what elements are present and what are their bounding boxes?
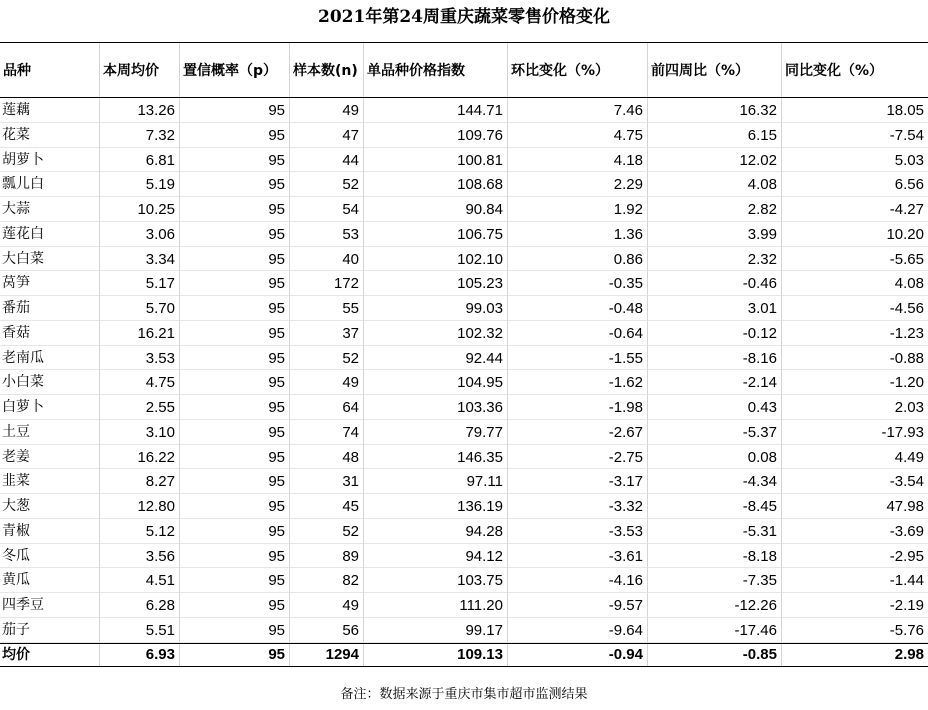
cell-sample-count: 54 — [290, 197, 364, 222]
table-row — [0, 494, 928, 519]
cell-variety: 白萝卜 — [0, 395, 100, 420]
cell-avg-price: 12.80 — [100, 494, 180, 519]
cell-sample-count: 45 — [290, 494, 364, 519]
cell-variety: 黄瓜 — [0, 568, 100, 593]
cell-variety: 青椒 — [0, 519, 100, 544]
cell-confidence: 95 — [180, 445, 290, 470]
cell-wow-change: -3.53 — [508, 519, 648, 544]
cell-wow-change: -0.35 — [508, 271, 648, 296]
average-price: 6.93 — [100, 644, 180, 666]
cell-wow-change: -2.67 — [508, 420, 648, 445]
cell-yoy-change: -1.44 — [782, 568, 928, 593]
cell-yoy-change: -4.56 — [782, 296, 928, 321]
page-title: 2021年第24周重庆蔬菜零售价格变化 — [318, 7, 610, 27]
table-row — [0, 618, 928, 643]
cell-wow-change: -1.55 — [508, 346, 648, 371]
table-row — [0, 593, 928, 618]
cell-yoy-change: -2.19 — [782, 593, 928, 618]
cell-avg-price: 3.34 — [100, 247, 180, 272]
cell-wow-change: 7.46 — [508, 98, 648, 123]
cell-yoy-change: -1.20 — [782, 370, 928, 395]
cell-confidence: 95 — [180, 296, 290, 321]
cell-avg-price: 3.56 — [100, 544, 180, 569]
cell-confidence: 95 — [180, 370, 290, 395]
cell-confidence: 95 — [180, 593, 290, 618]
cell-wow-change: -3.61 — [508, 544, 648, 569]
cell-variety: 小白菜 — [0, 370, 100, 395]
cell-variety: 老南瓜 — [0, 346, 100, 371]
average-confidence: 95 — [180, 644, 290, 666]
cell-sample-count: 74 — [290, 420, 364, 445]
cell-confidence: 95 — [180, 222, 290, 247]
cell-yoy-change: -5.65 — [782, 247, 928, 272]
table-row — [0, 445, 928, 470]
cell-avg-price: 6.28 — [100, 593, 180, 618]
table-row — [0, 271, 928, 296]
table-row — [0, 420, 928, 445]
cell-yoy-change: -5.76 — [782, 618, 928, 643]
cell-avg-price: 4.51 — [100, 568, 180, 593]
table-row — [0, 197, 928, 222]
cell-confidence: 95 — [180, 247, 290, 272]
cell-sample-count: 64 — [290, 395, 364, 420]
price-table — [0, 42, 928, 667]
average-sample-count: 1294 — [290, 644, 364, 666]
cell-sample-count: 49 — [290, 593, 364, 618]
cell-avg-price: 5.51 — [100, 618, 180, 643]
cell-four-week-change: -0.46 — [648, 271, 782, 296]
cell-confidence: 95 — [180, 544, 290, 569]
cell-wow-change: -1.62 — [508, 370, 648, 395]
cell-wow-change: -3.17 — [508, 469, 648, 494]
cell-price-index: 102.10 — [364, 247, 508, 272]
table-row — [0, 98, 928, 123]
cell-sample-count: 40 — [290, 247, 364, 272]
cell-sample-count: 31 — [290, 469, 364, 494]
cell-sample-count: 52 — [290, 346, 364, 371]
cell-confidence: 95 — [180, 197, 290, 222]
cell-confidence: 95 — [180, 321, 290, 346]
cell-price-index: 102.32 — [364, 321, 508, 346]
header-yoy-change: 同比变化（%） — [785, 63, 884, 79]
table-row — [0, 222, 928, 247]
cell-avg-price: 16.22 — [100, 445, 180, 470]
average-yoy-change: 2.98 — [894, 645, 924, 663]
cell-four-week-change: 12.02 — [648, 148, 782, 173]
cell-variety: 四季豆 — [0, 593, 100, 618]
cell-variety: 老姜 — [0, 445, 100, 470]
table-row — [0, 519, 928, 544]
cell-wow-change: 2.29 — [508, 172, 648, 197]
cell-price-index: 105.23 — [364, 271, 508, 296]
cell-sample-count: 52 — [290, 172, 364, 197]
cell-price-index: 106.75 — [364, 222, 508, 247]
cell-yoy-change: -17.93 — [782, 420, 928, 445]
cell-wow-change: 0.86 — [508, 247, 648, 272]
header-variety: 品种 — [0, 43, 100, 97]
cell-four-week-change: -8.18 — [648, 544, 782, 569]
header-confidence: 置信概率（p） — [180, 43, 290, 97]
cell-yoy-change: 10.20 — [782, 222, 928, 247]
cell-four-week-change: -4.34 — [648, 469, 782, 494]
cell-variety: 瓢儿白 — [0, 172, 100, 197]
table-body — [0, 98, 928, 643]
cell-avg-price: 16.21 — [100, 321, 180, 346]
cell-yoy-change: 2.03 — [782, 395, 928, 420]
cell-four-week-change: 2.32 — [648, 247, 782, 272]
cell-sample-count: 49 — [290, 98, 364, 123]
header-avg-price: 本周均价 — [100, 43, 180, 97]
cell-four-week-change: 0.08 — [648, 445, 782, 470]
cell-confidence: 95 — [180, 519, 290, 544]
cell-sample-count: 44 — [290, 148, 364, 173]
cell-variety: 莲花白 — [0, 222, 100, 247]
cell-four-week-change: -12.26 — [648, 593, 782, 618]
cell-price-index: 92.44 — [364, 346, 508, 371]
table-row — [0, 568, 928, 593]
cell-wow-change: 1.92 — [508, 197, 648, 222]
cell-yoy-change: 47.98 — [782, 494, 928, 519]
cell-four-week-change: 6.15 — [648, 123, 782, 148]
average-four-week-change: -0.85 — [648, 644, 782, 666]
cell-price-index: 103.36 — [364, 395, 508, 420]
table-row — [0, 247, 928, 272]
table-row — [0, 172, 928, 197]
cell-four-week-change: -5.31 — [648, 519, 782, 544]
cell-variety: 冬瓜 — [0, 544, 100, 569]
cell-avg-price: 10.25 — [100, 197, 180, 222]
cell-wow-change: -9.57 — [508, 593, 648, 618]
cell-sample-count: 56 — [290, 618, 364, 643]
cell-avg-price: 2.55 — [100, 395, 180, 420]
cell-price-index: 90.84 — [364, 197, 508, 222]
cell-price-index: 111.20 — [364, 593, 508, 618]
cell-variety: 胡萝卜 — [0, 148, 100, 173]
cell-yoy-change: -0.88 — [782, 346, 928, 371]
cell-four-week-change: -8.16 — [648, 346, 782, 371]
cell-yoy-change: -4.27 — [782, 197, 928, 222]
cell-avg-price: 4.75 — [100, 370, 180, 395]
table-row — [0, 346, 928, 371]
cell-variety: 莴笋 — [0, 271, 100, 296]
cell-avg-price: 7.32 — [100, 123, 180, 148]
average-price-index: 109.13 — [364, 644, 508, 666]
cell-four-week-change: 16.32 — [648, 98, 782, 123]
cell-variety: 花菜 — [0, 123, 100, 148]
cell-price-index: 94.28 — [364, 519, 508, 544]
header-sample-count: 样本数(n) — [290, 43, 364, 97]
table-row — [0, 296, 928, 321]
cell-four-week-change: 0.43 — [648, 395, 782, 420]
cell-sample-count: 52 — [290, 519, 364, 544]
cell-yoy-change: 18.05 — [782, 98, 928, 123]
cell-yoy-change: 4.08 — [782, 271, 928, 296]
cell-wow-change: -3.32 — [508, 494, 648, 519]
cell-sample-count: 47 — [290, 123, 364, 148]
cell-sample-count: 53 — [290, 222, 364, 247]
cell-yoy-change: -7.54 — [782, 123, 928, 148]
cell-wow-change: -1.98 — [508, 395, 648, 420]
table-row — [0, 370, 928, 395]
cell-price-index: 104.95 — [364, 370, 508, 395]
table-row — [0, 321, 928, 346]
header-wow-change: 环比变化（%） — [508, 43, 648, 97]
cell-price-index: 94.12 — [364, 544, 508, 569]
cell-sample-count: 49 — [290, 370, 364, 395]
cell-price-index: 99.03 — [364, 296, 508, 321]
cell-price-index: 97.11 — [364, 469, 508, 494]
table-row — [0, 469, 928, 494]
cell-confidence: 95 — [180, 172, 290, 197]
cell-confidence: 95 — [180, 395, 290, 420]
cell-sample-count: 48 — [290, 445, 364, 470]
cell-wow-change: 4.75 — [508, 123, 648, 148]
cell-avg-price: 5.70 — [100, 296, 180, 321]
cell-avg-price: 5.19 — [100, 172, 180, 197]
cell-four-week-change: 2.82 — [648, 197, 782, 222]
cell-confidence: 95 — [180, 98, 290, 123]
cell-yoy-change: 4.49 — [782, 445, 928, 470]
cell-four-week-change: -5.37 — [648, 420, 782, 445]
cell-avg-price: 5.17 — [100, 271, 180, 296]
header-price-index: 单品种价格指数 — [364, 43, 508, 97]
average-label: 均价 — [0, 644, 100, 666]
cell-wow-change: -9.64 — [508, 618, 648, 643]
average-wow-change: -0.94 — [508, 644, 648, 666]
cell-wow-change: -0.48 — [508, 296, 648, 321]
cell-variety: 茄子 — [0, 618, 100, 643]
table-row — [0, 544, 928, 569]
cell-four-week-change: -2.14 — [648, 370, 782, 395]
cell-yoy-change: -2.95 — [782, 544, 928, 569]
cell-four-week-change: -8.45 — [648, 494, 782, 519]
cell-sample-count: 55 — [290, 296, 364, 321]
average-row — [0, 643, 928, 667]
cell-price-index: 100.81 — [364, 148, 508, 173]
table-row — [0, 148, 928, 173]
cell-four-week-change: -17.46 — [648, 618, 782, 643]
cell-four-week-change: -0.12 — [648, 321, 782, 346]
cell-price-index: 109.76 — [364, 123, 508, 148]
cell-variety: 大蒜 — [0, 197, 100, 222]
cell-variety: 土豆 — [0, 420, 100, 445]
cell-wow-change: 1.36 — [508, 222, 648, 247]
cell-price-index: 79.77 — [364, 420, 508, 445]
cell-confidence: 95 — [180, 618, 290, 643]
cell-sample-count: 82 — [290, 568, 364, 593]
cell-yoy-change: -3.69 — [782, 519, 928, 544]
cell-variety: 韭菜 — [0, 469, 100, 494]
cell-four-week-change: 4.08 — [648, 172, 782, 197]
cell-sample-count: 172 — [290, 271, 364, 296]
cell-yoy-change: 5.03 — [782, 148, 928, 173]
table-row — [0, 123, 928, 148]
cell-confidence: 95 — [180, 148, 290, 173]
footnote: 备注：数据来源于重庆市集市超市监测结果 — [340, 687, 588, 702]
cell-wow-change: 4.18 — [508, 148, 648, 173]
cell-price-index: 146.35 — [364, 445, 508, 470]
cell-avg-price: 13.26 — [100, 98, 180, 123]
header-four-week-change: 前四周比（%） — [648, 43, 782, 97]
cell-sample-count: 37 — [290, 321, 364, 346]
cell-variety: 莲藕 — [0, 98, 100, 123]
cell-price-index: 136.19 — [364, 494, 508, 519]
cell-confidence: 95 — [180, 123, 290, 148]
cell-yoy-change: -1.23 — [782, 321, 928, 346]
cell-price-index: 103.75 — [364, 568, 508, 593]
cell-avg-price: 6.81 — [100, 148, 180, 173]
cell-four-week-change: 3.01 — [648, 296, 782, 321]
cell-confidence: 95 — [180, 469, 290, 494]
cell-wow-change: -0.64 — [508, 321, 648, 346]
cell-avg-price: 3.53 — [100, 346, 180, 371]
cell-wow-change: -2.75 — [508, 445, 648, 470]
cell-yoy-change: -3.54 — [782, 469, 928, 494]
cell-avg-price: 8.27 — [100, 469, 180, 494]
cell-confidence: 95 — [180, 494, 290, 519]
cell-price-index: 144.71 — [364, 98, 508, 123]
cell-confidence: 95 — [180, 346, 290, 371]
cell-four-week-change: 3.99 — [648, 222, 782, 247]
cell-confidence: 95 — [180, 420, 290, 445]
cell-price-index: 99.17 — [364, 618, 508, 643]
table-header — [0, 42, 928, 98]
cell-avg-price: 5.12 — [100, 519, 180, 544]
cell-yoy-change: 6.56 — [782, 172, 928, 197]
cell-variety: 大白菜 — [0, 247, 100, 272]
table-row — [0, 395, 928, 420]
cell-variety: 番茄 — [0, 296, 100, 321]
cell-confidence: 95 — [180, 271, 290, 296]
cell-variety: 香菇 — [0, 321, 100, 346]
cell-avg-price: 3.10 — [100, 420, 180, 445]
cell-confidence: 95 — [180, 568, 290, 593]
cell-variety: 大葱 — [0, 494, 100, 519]
cell-sample-count: 89 — [290, 544, 364, 569]
cell-wow-change: -4.16 — [508, 568, 648, 593]
cell-avg-price: 3.06 — [100, 222, 180, 247]
cell-four-week-change: -7.35 — [648, 568, 782, 593]
cell-price-index: 108.68 — [364, 172, 508, 197]
